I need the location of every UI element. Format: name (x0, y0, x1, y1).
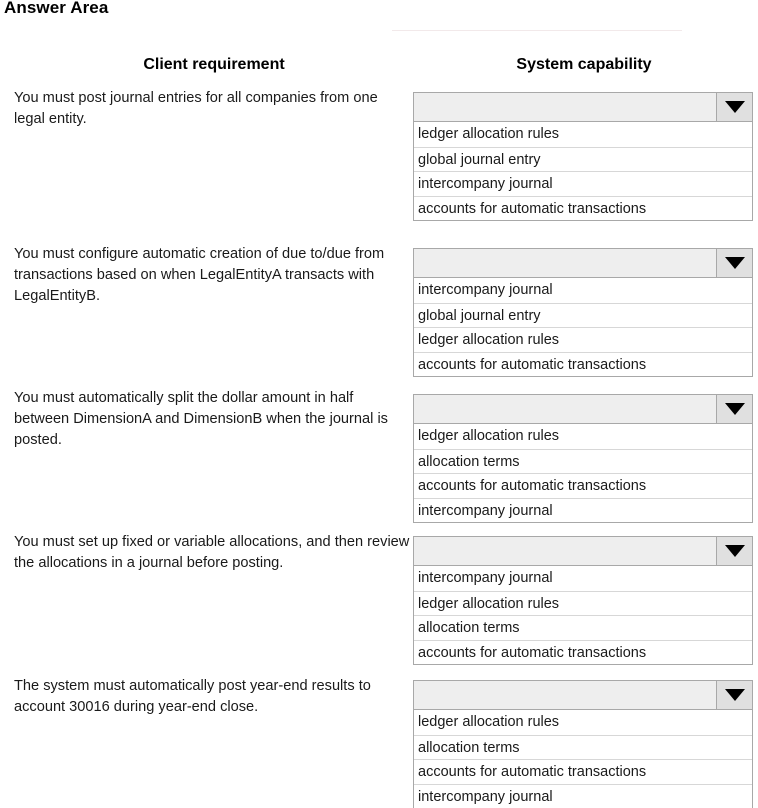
dropdown-option[interactable]: intercompany journal (414, 784, 752, 808)
chevron-down-icon[interactable] (716, 395, 752, 423)
dropdown-option[interactable]: accounts for automatic transactions (414, 473, 752, 498)
capability-column (413, 248, 753, 377)
dropdown-option[interactable]: accounts for automatic transactions (414, 759, 752, 784)
requirement-text: The system must automatically post year-end results to account 30016 during year-end close. (14, 678, 371, 715)
dropdown-option[interactable]: ledger allocation rules (414, 327, 752, 352)
capability-column (413, 536, 753, 665)
dropdown-option[interactable]: global journal entry (414, 147, 752, 172)
table-row (0, 676, 758, 808)
capability-column (413, 394, 753, 523)
capability-dropdown[interactable] (413, 680, 753, 710)
page-title: Answer Area (4, 0, 109, 17)
dropdown-option[interactable]: allocation terms (414, 449, 752, 474)
chevron-down-icon[interactable] (716, 681, 752, 709)
dropdown-option[interactable]: accounts for automatic transactions (414, 352, 752, 377)
dropdown-option[interactable]: intercompany journal (414, 498, 752, 523)
table-row (0, 88, 758, 238)
dropdown-option[interactable]: ledger allocation rules (418, 428, 560, 444)
capability-column (413, 92, 753, 221)
capability-dropdown[interactable] (413, 394, 753, 424)
table-row (0, 388, 758, 538)
capability-dropdown[interactable] (413, 248, 753, 278)
dropdown-option[interactable]: intercompany journal (414, 171, 752, 196)
dropdown-option[interactable]: ledger allocation rules (414, 591, 752, 616)
requirement-text: You must automatically split the dollar amount in half between DimensionA and DimensionB when the journal is posted. (14, 390, 388, 448)
dropdown-selected-value[interactable] (414, 537, 716, 565)
dropdown-selected-value[interactable] (414, 395, 716, 423)
dropdown-selected-value[interactable] (414, 93, 716, 121)
requirement-text: You must post journal entries for all companies from one legal entity. (14, 90, 378, 127)
dropdown-option[interactable]: intercompany journal (418, 570, 553, 586)
dropdown-option[interactable]: ledger allocation rules (418, 126, 560, 142)
dropdown-selected-value[interactable] (414, 681, 716, 709)
dropdown-option[interactable]: allocation terms (414, 615, 752, 640)
chevron-down-icon[interactable] (716, 537, 752, 565)
dropdown-option[interactable]: global journal entry (414, 303, 752, 328)
decorative-divider (392, 30, 682, 31)
column-header-client-requirement: Client requirement (143, 56, 285, 73)
dropdown-option-list (413, 122, 753, 221)
capability-dropdown[interactable] (413, 536, 753, 566)
column-headers (0, 56, 758, 80)
chevron-down-icon[interactable] (716, 93, 752, 121)
capability-dropdown[interactable] (413, 92, 753, 122)
dropdown-option[interactable]: intercompany journal (418, 282, 553, 298)
dropdown-selected-value[interactable] (414, 249, 716, 277)
dropdown-option[interactable]: accounts for automatic transactions (414, 640, 752, 665)
dropdown-option-list (413, 566, 753, 665)
dropdown-option[interactable]: allocation terms (414, 735, 752, 760)
dropdown-option[interactable]: accounts for automatic transactions (414, 196, 752, 221)
requirement-text: You must configure automatic creation of due to/due from transactions based on when LegalEntityA transacts with LegalEntityB. (14, 246, 385, 304)
chevron-down-icon[interactable] (716, 249, 752, 277)
capability-column (413, 680, 753, 808)
dropdown-option[interactable]: ledger allocation rules (418, 714, 560, 730)
table-row (0, 244, 758, 394)
dropdown-option-list (413, 424, 753, 523)
dropdown-option-list (413, 278, 753, 377)
requirement-text: You must set up fixed or variable allocations, and then review the allocations in a journal before posting. (14, 534, 410, 571)
dropdown-option-list (413, 710, 753, 808)
table-row (0, 532, 758, 682)
column-header-system-capability: System capability (516, 56, 652, 73)
